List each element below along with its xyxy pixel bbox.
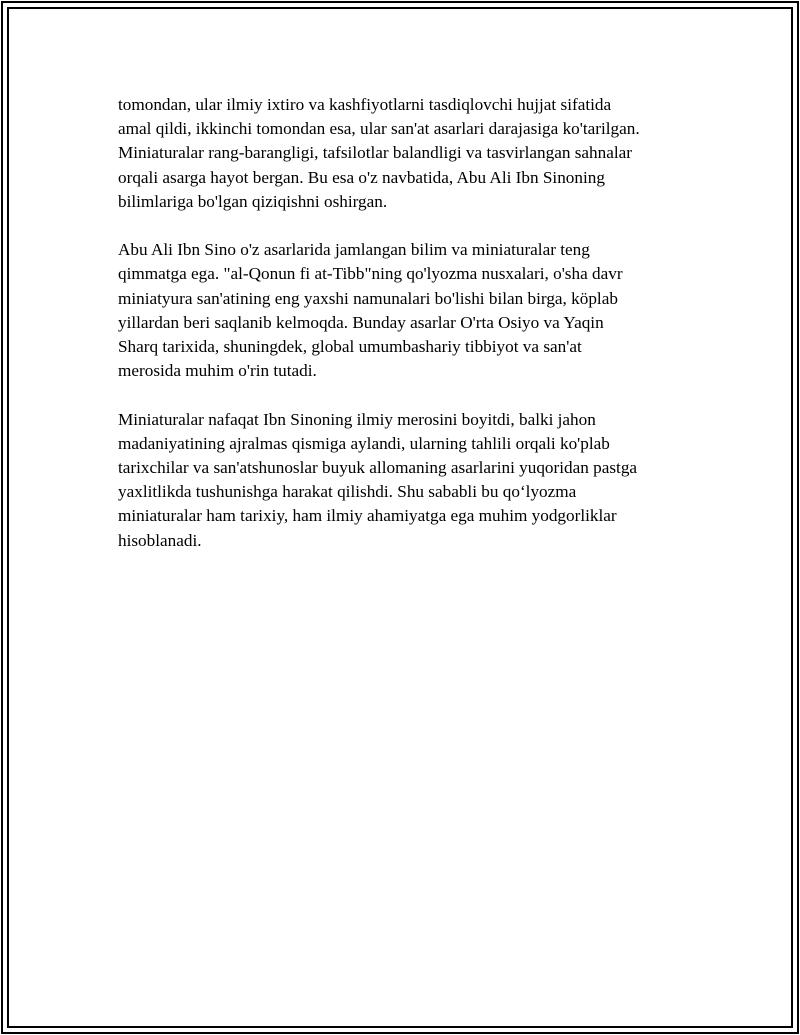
paragraph-1: tomondan, ular ilmiy ixtiro va kashfiyotlarni tasdiqlovchi hujjat sifatida amal qildi, ikkinchi tomondan esa, ular san'at asarlari darajasiga ko'tarilgan. Miniaturalar rang-barangligi, tafsilotlar balandligi va tasvirlangan sahnalar orqali asarga hayot bergan. Bu esa o'z navbatida, Abu Ali Ibn Sinoning bilimlariga bo'lgan qiziqishni oshirgan. (118, 95, 640, 211)
paragraph-3: Miniaturalar nafaqat Ibn Sinoning ilmiy merosini boyitdi, balki jahon madaniyatining ajralmas qismiga aylandi, ularning tahlili orqali ko'plab tarixchilar va san'atshunoslar buyuk allomaning asarlarini yuqoridan pastga yaxlitlikda tushunishga harakat qilishdi. Shu sababli bu qo‘lyozma miniaturalar ham tarixiy, ham ilmiy ahamiyatga ega muhim yodgorliklar hisoblanadi. (118, 409, 638, 550)
document-body (118, 93, 718, 577)
paragraph-2: Abu Ali Ibn Sino o'z asarlarida jamlangan bilim va miniaturalar teng qimmatga ega. "al-Qonun fi at-Tibb"ning qo'lyozma nusxalari, o'sha davr miniatyura san'atining eng yaxshi namunalari bo'lishi bilan birga, köplab yillardan beri saqlanib kelmoqda. Bunday asarlar O'rta Osiyo va Yaqin Sharq tarixida, shuningdek, global umumbashariy tibbiyot va san'at merosida muhim o'rin tutadi. (118, 240, 623, 381)
